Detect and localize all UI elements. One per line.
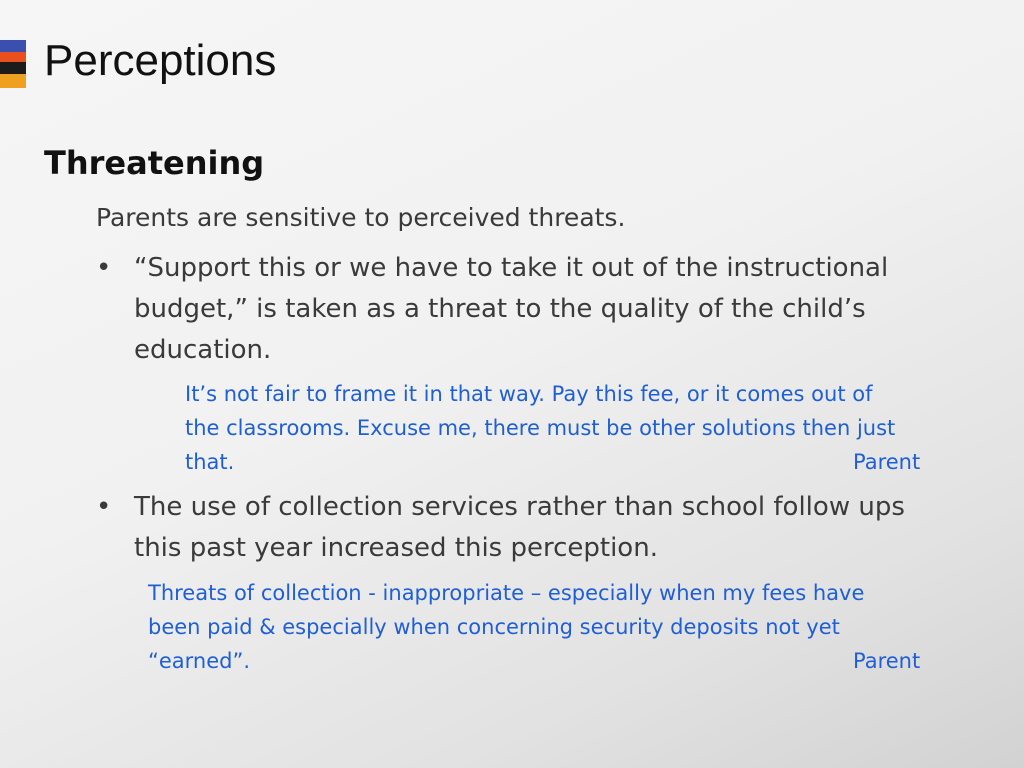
section-heading: Threatening [44,144,265,182]
quote-line: that. [185,450,235,474]
bullet-marker: • [96,253,112,283]
quote-line: Threats of collection - inappropriate – especially when my fees have [148,581,865,605]
parent-quote-2 [148,576,978,678]
quote-attribution: Parent [853,450,921,474]
bullet-marker: • [96,492,112,522]
accent-stripe-yellow [0,74,26,88]
quote-line: It’s not fair to frame it in that way. Pay this fee, or it comes out of [185,382,873,406]
quote-attribution: Parent [853,649,921,673]
bullet-line: this past year increased this perception. [134,533,658,563]
parent-quote-1 [185,377,975,479]
accent-stripe-black [0,62,26,74]
accent-stripe-blue [0,40,26,52]
intro-text: Parents are sensitive to perceived threats. [96,203,626,232]
quote-line: “earned”. [148,649,251,673]
accent-stripe-orange [0,52,26,62]
bullet-line: budget,” is taken as a threat to the quality of the child’s [134,294,866,324]
quote-line: been paid & especially when concerning security deposits not yet [148,615,840,639]
title-accent-bar [0,40,26,88]
slide-title: Perceptions [44,36,277,85]
bullet-line: education. [134,335,272,365]
bullet-line: “Support this or we have to take it out of the instructional [134,253,889,283]
quote-line: the classrooms. Excuse me, there must be other solutions then just [185,416,896,440]
bullet-line: The use of collection services rather than school follow ups [134,492,905,522]
